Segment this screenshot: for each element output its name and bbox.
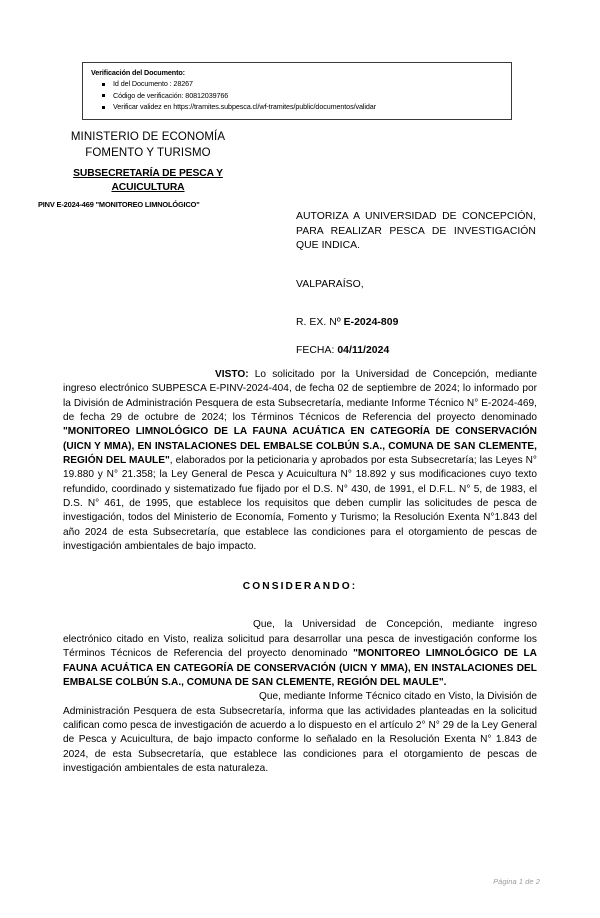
list-item: Id del Documento : 28267 — [113, 78, 511, 90]
visto-label: VISTO: — [215, 369, 249, 380]
institutional-header — [38, 130, 258, 209]
resolution-subject: AUTORIZA A UNIVERSIDAD DE CONCEPCIÓN, PARA REALIZAR PESCA DE INVESTIGACIÓN QUE INDICA. — [296, 211, 536, 251]
issuing-city: VALPARAÍSO, — [296, 278, 364, 290]
considerando-p1-project-name: "MONITOREO LIMNOLÓGICO DE LA FAUNA ACUÁTICA EN CATEGORÍA DE CONSERVACIÓN (UICN Y MMA), EN INSTALACIONES DEL EMBALSE COLBÚN S.A., COMUNA DE SAN CLEMENTE, REGIÓN DEL MAULE". — [63, 648, 537, 688]
subsecretaria-title: SUBSECRETARÍA DE PESCA Y ACUICULTURA — [73, 168, 223, 193]
visto-paragraph — [63, 368, 537, 554]
considerando-title: CONSIDERANDO: — [242, 581, 358, 593]
resolution-number-label: R. EX. Nº — [296, 316, 344, 328]
considerando-p1-text: Que, la Universidad de Concepción, mediante ingreso electrónico citado en Visto, realiza solicitud para desarrollar una pesca de investigación conforme los Términos Técnicos de Referencia del proyecto denominado — [63, 619, 537, 660]
visto-project-name: "MONITOREO LIMNOLÓGICO DE LA FAUNA ACUÁTICA EN CATEGORÍA DE CONSERVACIÓN (UICN Y MMA), EN INSTALACIONES DEL EMBALSE COLBÚN S.A., COMUNA DE SAN CLEMENTE, REGIÓN DEL MAULE" — [63, 426, 537, 467]
verification-title: Verificación del Documento: — [91, 68, 185, 77]
project-reference: PINV E-2024-469 "MONITOREO LIMNOLÓGICO" — [38, 200, 200, 209]
resolution-heading-block — [296, 210, 536, 356]
considerando-paragraph-2 — [63, 690, 537, 776]
visto-text-first: Lo solicitado por la Universidad de Concepción, mediante ingreso electrónico SUBPESCA E-PINV-2024-404, de fecha 02 de septiembre de 2024; lo informado por la División de Administración Pesquera de esta Subsecretaría, mediante Informe Técnico N° E-2024-469, de fecha 29 de octubre de 2024; los Términos Técnicos de Referencia del proyecto denominado — [63, 369, 537, 424]
document-verification-box — [82, 62, 512, 120]
considerando-paragraph-1 — [63, 618, 537, 690]
verification-list — [91, 78, 511, 113]
list-item: Código de verificación: 80812039766 — [113, 90, 511, 102]
date-value: 04/11/2024 — [337, 344, 390, 356]
ministry-line-2: FOMENTO Y TURISMO — [85, 146, 211, 159]
considerando-p2-text: Que, mediante Informe Técnico citado en Visto, la División de Administración Pesquera de esta Subsecretaría, informa que las actividades planteadas en la solicitud califican como pesca de investigación de acuerdo a lo dispuesto en el artículo 2° N° 29 de la Ley General de Pesca y Acuicultura, de bajo impacto conforme lo señalado en la Resolución Exenta N° 1.843 de 2024, de esta Subsecretaría, que establece las condiciones para el otorgamiento de pescas de investigación ambientales de esta naturaleza. — [63, 691, 537, 774]
page-number-label: Página 1 de 2 — [493, 877, 540, 886]
ministry-line-1: MINISTERIO DE ECONOMÍA — [70, 131, 226, 143]
list-item: Verificar validez en https://tramites.subpesca.cl/wf-tramites/public/documentos/validar — [113, 101, 511, 113]
resolution-number-value: E-2024-809 — [343, 316, 399, 328]
document-body — [63, 368, 537, 776]
date-label: FECHA: — [296, 344, 338, 356]
resolution-date-line — [296, 345, 536, 356]
visto-text-second: , elaborados por la peticionaria y aprobados por esta Subsecretaría; las Leyes N° 19.880 y N° 21.358; la Ley General de Pesca y Acuicultura N° 18.892 y sus modificaciones cuyo texto refundido, coordinado y sistematizado fue fijado por el D.S. N° 430, de 1991, el D.F.L. N° 5, de 1983, el D.S. N° 461, de 1995, que establece los requisitos que deben cumplir las solicitudes de pesca de investigación, todos del Ministerio de Economía, Fomento y Turismo; la Resolución Exenta N°1.843 del año 2024 de esta Subsecretaría, que establece las condiciones para el otorgamiento de pescas de investigación ambientales de bajo impacto. — [63, 455, 537, 553]
resolution-number-line — [296, 317, 536, 328]
page-footer — [0, 877, 540, 886]
